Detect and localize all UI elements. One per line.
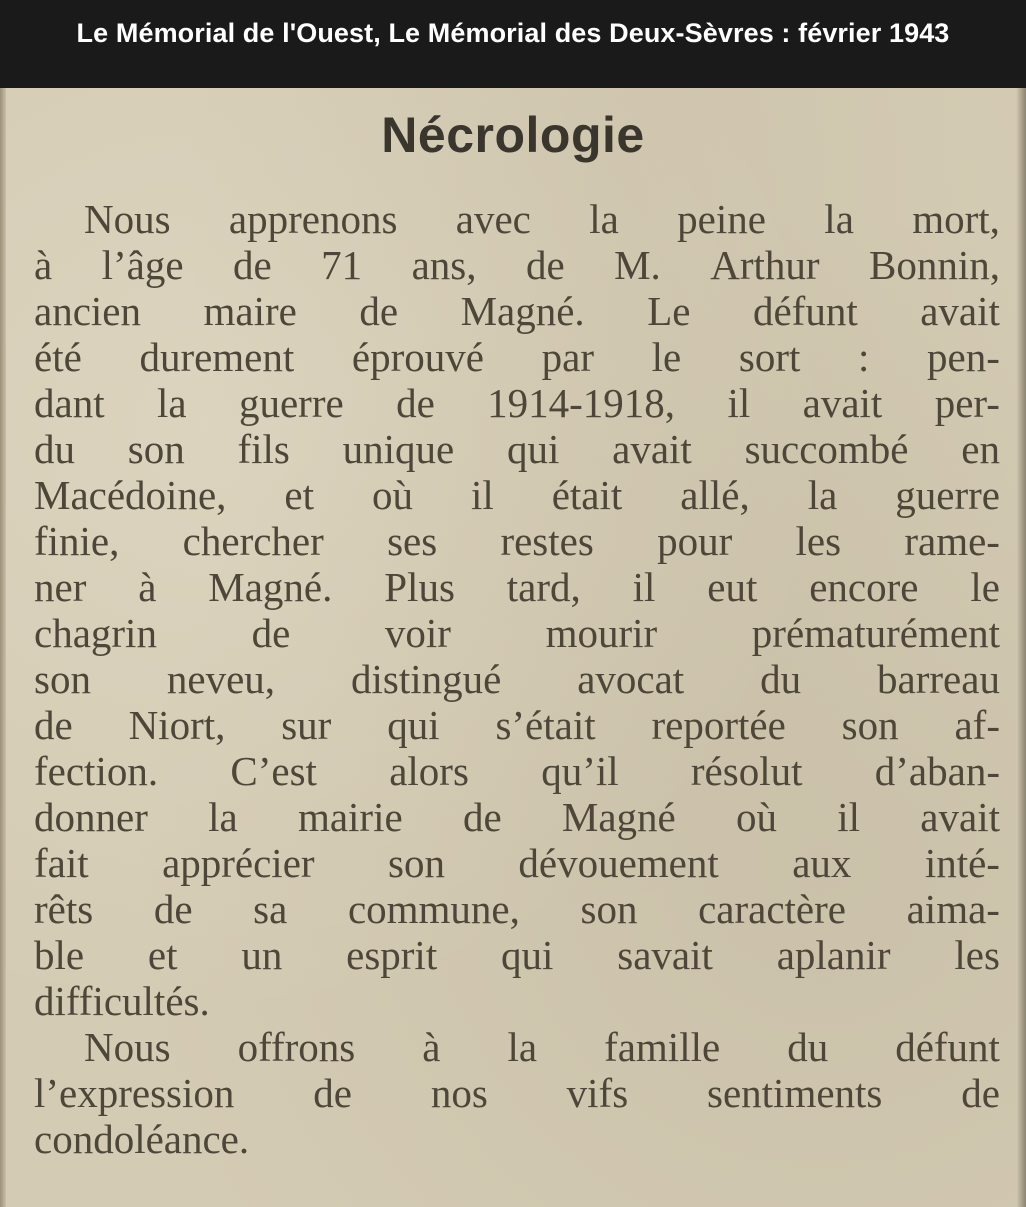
article-line: donner la mairie de Magné où il avait — [34, 794, 1000, 840]
article-line: ble et un esprit qui savait aplanir les — [34, 932, 1000, 978]
clipping-left-edge — [0, 88, 6, 1207]
article-line: Nous apprenons avec la peine la mort, — [84, 196, 1000, 242]
article-line: de Niort, sur qui s’était reportée son af- — [34, 702, 1000, 748]
article-line: l’expression de nos vifs sentiments de — [34, 1070, 1000, 1116]
caption-title: Le Mémorial de l'Ouest, Le Mémorial des Deux-Sèvres : février 1943 — [76, 18, 950, 48]
article-line: du son fils unique qui avait succombé en — [34, 426, 1000, 472]
article-line: chagrin de voir mourir prématurément — [34, 610, 1000, 656]
article-line: ancien maire de Magné. Le défunt avait — [34, 288, 1000, 334]
article-line: difficultés. — [34, 978, 210, 1024]
article-body — [34, 196, 1000, 1162]
article-line: Macédoine, et où il était allé, la guerre — [34, 472, 1000, 518]
newspaper-clipping — [0, 88, 1026, 1207]
caption-bar — [0, 0, 1026, 88]
article-line: son neveu, distingué avocat du barreau — [34, 656, 1000, 702]
article-line: ner à Magné. Plus tard, il eut encore le — [34, 564, 1000, 610]
article-title: Nécrologie — [381, 107, 645, 163]
article-line: dant la guerre de 1914-1918, il avait per- — [34, 380, 1000, 426]
article-line: Nous offrons à la famille du défunt — [84, 1024, 1000, 1070]
article-line: fection. C’est alors qu’il résolut d’aban- — [34, 748, 1000, 794]
article-line: à l’âge de 71 ans, de M. Arthur Bonnin, — [34, 242, 1000, 288]
article-line: condoléance. — [34, 1116, 250, 1162]
article-line: finie, chercher ses restes pour les rame- — [34, 518, 1000, 564]
article-line: rêts de sa commune, son caractère aima- — [34, 886, 1000, 932]
article-line: fait apprécier son dévouement aux inté- — [34, 840, 1000, 886]
article-line: été durement éprouvé par le sort : pen- — [34, 334, 1000, 380]
clipping-right-edge — [1016, 88, 1026, 1207]
